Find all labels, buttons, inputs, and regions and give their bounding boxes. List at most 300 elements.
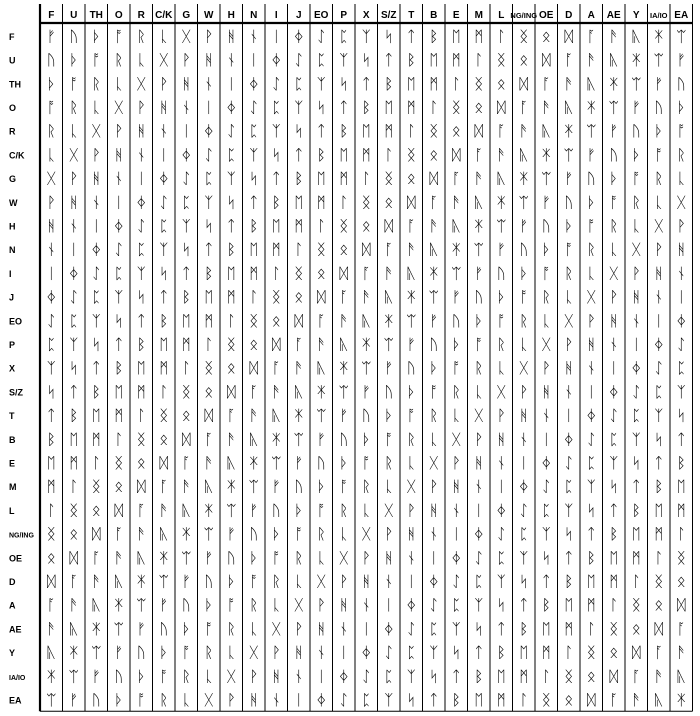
rune-cell: ᛄ [451, 548, 461, 567]
rune-cell: ᛡ [631, 51, 641, 70]
rune-cell: ᛈ [519, 525, 529, 544]
rune-cell: ᚢ [46, 51, 56, 70]
rune-cell: ᚱ [159, 690, 169, 709]
rune-cell: ᛚ [361, 169, 371, 188]
rune-cell: ᚳ [271, 596, 281, 615]
rune-cell: ᛖ [429, 51, 439, 70]
row-header: I [9, 268, 12, 279]
rune-cell: ᚩ [496, 311, 506, 330]
rune-cell: ᚪ [226, 406, 236, 425]
rune-cell: ᛏ [676, 430, 686, 449]
rune-cell: ᚻ [136, 122, 146, 141]
rune-cell: ᛚ [384, 145, 394, 164]
rune-cell: ᚷ [541, 335, 551, 354]
rune-cell: ᛖ [609, 548, 619, 567]
rune-cell: ᚳ [451, 406, 461, 425]
rune-cell: ᛉ [204, 193, 214, 212]
rune-cell: ᚻ [474, 453, 484, 472]
rune-cell: ᛡ [406, 288, 416, 307]
rune-cell: ᛏ [609, 501, 619, 520]
rune-cell: ᛝ [114, 453, 124, 472]
rune-cell: ᛟ [316, 264, 326, 283]
rune-cell: ᛈ [316, 51, 326, 70]
rune-cell: ᛄ [496, 501, 506, 520]
rune-cell: ᛗ [586, 596, 596, 615]
rune-cell: ᛝ [204, 359, 214, 378]
rune-cell: ᚳ [181, 690, 191, 709]
rune-cell: ᛒ [226, 240, 236, 259]
rune-cell: ᛡ [451, 240, 461, 259]
rune-cell: ᛄ [654, 335, 664, 354]
rune-cell: ᚾ [654, 288, 664, 307]
rune-cell: ᛝ [226, 335, 236, 354]
rune-cell: ᚹ [316, 596, 326, 615]
rune-cell: ᛈ [114, 264, 124, 283]
rune-cell: ᛗ [406, 98, 416, 117]
row-header: F [9, 31, 15, 42]
rune-cell: ᚹ [676, 216, 686, 235]
rune-cell: ᚳ [564, 288, 574, 307]
rune-cell: ᛇ [631, 382, 641, 401]
rune-cell: ᛟ [406, 169, 416, 188]
rune-cell: ᚩ [609, 193, 619, 212]
rune-cell: ᚳ [429, 430, 439, 449]
rune-cell: ᛚ [69, 477, 79, 496]
rune-cell: ᚷ [339, 548, 349, 567]
rune-cell: ᛚ [136, 406, 146, 425]
rune-cell: ᛈ [474, 572, 484, 591]
rune-cell: ᚻ [181, 74, 191, 93]
rune-cell: ᛟ [496, 74, 506, 93]
rune-cell: ᚦ [91, 27, 101, 46]
rune-cell: ᛗ [114, 406, 124, 425]
rune-cell: ᛇ [136, 216, 146, 235]
rune-cell: ᛟ [609, 643, 619, 662]
rune-cell: ᛋ [226, 193, 236, 212]
rune-cell: ᚦ [69, 51, 79, 70]
rune-cell: ᛞ [361, 240, 371, 259]
rune-cell: ᚩ [181, 643, 191, 662]
rune-cell: ᛖ [406, 74, 416, 93]
rune-cell: ᛉ [69, 335, 79, 354]
column-header: Y [632, 10, 640, 21]
rune-cell: ᛁ [384, 596, 394, 615]
rune-cell: ᛚ [406, 122, 416, 141]
rune-cell: ᛚ [541, 667, 551, 686]
rune-cell: ᛇ [654, 359, 664, 378]
rune-cell: ᚣ [541, 122, 551, 141]
rune-cell: ᚱ [226, 619, 236, 638]
rune-cell: ᚠ [136, 619, 146, 638]
rune-cell: ᚫ [46, 619, 56, 638]
rune-cell: ᚷ [406, 477, 416, 496]
rune-cell: ᚩ [271, 548, 281, 567]
rune-cell: ᛗ [136, 382, 146, 401]
rune-cell: ᚹ [609, 288, 619, 307]
rune-cell: ᛒ [451, 690, 461, 709]
rune-cell: ᛝ [339, 216, 349, 235]
rune-cell: ᚦ [204, 596, 214, 615]
rune-cell: ᚦ [451, 335, 461, 354]
column-header: B [430, 10, 438, 21]
rune-cell: ᛞ [676, 596, 686, 615]
rune-cell: ᛟ [429, 145, 439, 164]
rune-cell: ᚱ [361, 477, 371, 496]
rune-cell: ᛋ [339, 74, 349, 93]
rune-cell: ᛄ [204, 122, 214, 141]
rune-cell: ᚳ [136, 51, 146, 70]
rune-cell: ᚹ [339, 572, 349, 591]
rune-cell: ᛁ [361, 619, 371, 638]
rune-cell: ᛞ [136, 477, 146, 496]
rune-cell: ᛝ [294, 264, 304, 283]
rune-cell: ᛠ [316, 406, 326, 425]
rune-cell: ᛏ [69, 382, 79, 401]
rune-cell: ᛝ [271, 288, 281, 307]
rune-cell: ᛝ [249, 311, 259, 330]
rune-cell: ᚦ [496, 288, 506, 307]
rune-cell: ᛁ [69, 240, 79, 259]
rune-cell: ᛈ [586, 453, 596, 472]
rune-cell: ᚱ [654, 169, 664, 188]
row-header: H [9, 221, 16, 232]
rune-cell: ᚻ [654, 264, 664, 283]
rune-cell: ᚢ [384, 382, 394, 401]
rune-cell: ᚢ [609, 145, 619, 164]
rune-cell: ᛒ [204, 264, 214, 283]
rune-cell: ᛡ [91, 619, 101, 638]
rune-cell: ᚱ [631, 193, 641, 212]
rune-cell: ᛠ [226, 501, 236, 520]
rune-cell: ᛄ [406, 596, 416, 615]
rune-cell: ᚫ [474, 169, 484, 188]
rune-cell: ᛒ [159, 311, 169, 330]
rune-cell: ᛞ [226, 382, 236, 401]
rune-cell: ᛉ [406, 667, 416, 686]
rune-cell: ᚣ [271, 406, 281, 425]
rune-cell: ᚻ [609, 311, 619, 330]
rune-cell: ᚩ [474, 335, 484, 354]
row-header: N [9, 245, 16, 256]
rune-cell: ᛟ [654, 596, 664, 615]
rune-cell: ᛇ [114, 240, 124, 259]
rune-cell: ᛏ [46, 406, 56, 425]
rune-cell: ᛇ [676, 335, 686, 354]
row-header: R [9, 126, 16, 137]
rune-cell: ᛝ [451, 98, 461, 117]
rune-cell: ᛈ [46, 335, 56, 354]
rune-cell: ᛈ [676, 359, 686, 378]
rune-cell: ᚷ [226, 667, 236, 686]
rune-cell: ᚫ [136, 525, 146, 544]
rune-cell: ᛗ [361, 145, 371, 164]
rune-cell: ᛇ [339, 690, 349, 709]
rune-cell: ᛝ [384, 169, 394, 188]
rune-cell: ᚾ [474, 477, 484, 496]
rune-cell: ᚣ [361, 311, 371, 330]
rune-cell: ᛠ [519, 193, 529, 212]
rune-cell: ᛋ [159, 264, 169, 283]
rune-cell: ᛇ [69, 288, 79, 307]
rune-cell: ᚣ [46, 643, 56, 662]
rune-cell: ᛏ [406, 27, 416, 46]
rune-cell: ᚠ [339, 406, 349, 425]
rune-cell: ᚦ [361, 430, 371, 449]
rune-cell: ᛟ [676, 572, 686, 591]
rune-cell: ᛉ [361, 27, 371, 46]
rune-cell: ᛋ [586, 501, 596, 520]
rune-cell: ᚾ [69, 216, 79, 235]
rune-cell: ᛈ [226, 145, 236, 164]
rune-cell: ᛖ [91, 406, 101, 425]
rune-cell: ᚠ [361, 382, 371, 401]
rune-cell: ᛏ [429, 690, 439, 709]
column-header: G [182, 10, 191, 21]
rune-cell: ᚹ [46, 193, 56, 212]
rune-cell: ᛏ [136, 311, 146, 330]
rune-cell: ᚢ [339, 430, 349, 449]
rune-cell: ᛋ [451, 643, 461, 662]
rune-cell: ᚹ [429, 477, 439, 496]
rune-cell: ᛈ [496, 548, 506, 567]
column-header: J [295, 10, 302, 21]
rune-cell: ᛉ [316, 74, 326, 93]
rune-cell: ᛄ [294, 27, 304, 46]
rune-cell: ᛁ [541, 430, 551, 449]
rune-cell: ᚱ [519, 311, 529, 330]
rune-cell: ᚻ [429, 501, 439, 520]
rune-cell: ᛄ [519, 477, 529, 496]
rune-cell: ᛞ [46, 572, 56, 591]
row-header: G [9, 174, 17, 185]
rune-cell: ᚻ [46, 216, 56, 235]
rune-cell: ᚱ [564, 264, 574, 283]
rune-cell: ᚦ [631, 145, 641, 164]
rune-cell: ᛞ [631, 643, 641, 662]
rune-cell: ᚪ [271, 359, 281, 378]
rune-cell: ᚢ [294, 477, 304, 496]
rune-cell: ᛈ [451, 596, 461, 615]
rune-cell: ᛡ [294, 406, 304, 425]
rune-cell: ᚹ [406, 501, 416, 520]
column-header: N [250, 10, 258, 21]
rune-cell: ᚫ [406, 240, 416, 259]
rune-cell: ᛋ [609, 477, 619, 496]
rune-cell: ᚹ [271, 643, 281, 662]
rune-cell: ᛡ [541, 145, 551, 164]
rune-cell: ᚦ [226, 572, 236, 591]
rune-cell: ᛖ [226, 264, 236, 283]
rune-cell: ᛖ [519, 643, 529, 662]
rune-cell: ᚹ [541, 359, 551, 378]
column-header: M [474, 10, 483, 21]
rune-cell: ᛋ [384, 27, 394, 46]
rune-cell: ᛏ [159, 288, 169, 307]
rune-cell: ᛚ [114, 430, 124, 449]
rune-cell: ᛒ [294, 169, 304, 188]
rune-cell: ᛝ [586, 643, 596, 662]
rune-cell: ᚾ [609, 335, 619, 354]
rune-cell: ᛗ [249, 264, 259, 283]
rune-cell: ᚾ [204, 74, 214, 93]
rune-cell: ᛞ [339, 264, 349, 283]
rune-cell: ᛉ [339, 51, 349, 70]
rune-cell: ᚳ [294, 572, 304, 591]
rune-cell: ᚩ [226, 596, 236, 615]
column-header: O [114, 10, 123, 21]
rune-cell: ᚣ [136, 548, 146, 567]
rune-cell: ᛗ [631, 548, 641, 567]
rune-cell: ᛚ [496, 27, 506, 46]
rune-cell: ᚠ [294, 453, 304, 472]
rune-cell: ᚪ [69, 572, 79, 591]
rune-cell: ᚱ [676, 145, 686, 164]
rune-cell: ᚣ [406, 264, 416, 283]
rune-cell: ᚩ [676, 122, 686, 141]
rune-cell: ᚩ [541, 264, 551, 283]
rune-cell: ᚾ [406, 548, 416, 567]
rune-cell: ᛇ [519, 501, 529, 520]
rune-cell: ᛗ [159, 359, 169, 378]
rune-cell: ᛈ [654, 382, 664, 401]
rune-cell: ᚷ [631, 240, 641, 259]
rune-cell: ᚪ [361, 264, 371, 283]
column-header: D [565, 10, 573, 21]
column-header: IA/IO [649, 11, 668, 20]
rune-cell: ᛉ [586, 477, 596, 496]
rune-cell: ᛞ [294, 311, 304, 330]
rune-cell: ᚢ [316, 453, 326, 472]
rune-cell: ᛇ [541, 477, 551, 496]
rune-cell: ᚠ [249, 501, 259, 520]
rune-cell: ᚢ [114, 667, 124, 686]
rune-cell: ᛏ [384, 51, 394, 70]
rune-cell: ᛇ [496, 525, 506, 544]
rune-cell: ᛒ [136, 335, 146, 354]
rune-cell: ᚷ [496, 382, 506, 401]
row-header: NG/ING [9, 532, 34, 540]
rune-cell: ᛉ [91, 311, 101, 330]
column-header: I [274, 10, 278, 21]
rune-cell: ᛁ [249, 51, 259, 70]
rune-cell: ᛟ [294, 288, 304, 307]
rune-cell: ᚱ [204, 643, 214, 662]
rune-cell: ᛚ [249, 288, 259, 307]
rune-cell: ᚢ [519, 240, 529, 259]
rune-cell: ᚻ [69, 193, 79, 212]
rune-cell: ᛋ [249, 169, 259, 188]
rune-cell: ᚫ [91, 572, 101, 591]
rune-cell: ᚫ [384, 264, 394, 283]
rune-cell: ᛇ [384, 643, 394, 662]
rune-cell: ᚩ [339, 477, 349, 496]
rune-cell: ᛚ [474, 51, 484, 70]
rune-cell: ᛈ [249, 122, 259, 141]
rune-cell: ᛒ [609, 525, 619, 544]
rune-cell: ᚳ [631, 216, 641, 235]
rune-cell: ᚫ [564, 74, 574, 93]
rune-cell: ᛒ [541, 596, 551, 615]
rune-cell: ᚠ [429, 311, 439, 330]
rune-cell: ᚱ [586, 240, 596, 259]
rune-cell: ᛞ [519, 74, 529, 93]
rune-cell: ᚢ [586, 169, 596, 188]
rune-cell: ᛟ [159, 430, 169, 449]
rune-cell: ᚫ [654, 667, 664, 686]
column-header: TH [89, 10, 103, 21]
rune-cell: ᚣ [519, 145, 529, 164]
rune-cell: ᛠ [451, 264, 461, 283]
rune-cell: ᛇ [429, 596, 439, 615]
rune-cell: ᛞ [654, 619, 664, 638]
rune-cell: ᚻ [564, 359, 574, 378]
rune-cell: ᛈ [631, 406, 641, 425]
rune-cell: ᛝ [159, 406, 169, 425]
rune-cell: ᚩ [586, 216, 596, 235]
column-header: W [204, 10, 214, 21]
rune-cell: ᚷ [69, 145, 79, 164]
rune-cell: ᚢ [654, 98, 664, 117]
rune-cell: ᛉ [271, 122, 281, 141]
rune-cell: ᚱ [316, 525, 326, 544]
rune-cell: ᛏ [361, 74, 371, 93]
rune-cell: ᚩ [631, 169, 641, 188]
rune-cell: ᛉ [631, 430, 641, 449]
rune-cell: ᛠ [136, 596, 146, 615]
rune-cell: ᚪ [316, 311, 326, 330]
rune-cell: ᛟ [226, 359, 236, 378]
rune-cell: ᛗ [181, 335, 191, 354]
rune-cell: ᚳ [474, 382, 484, 401]
rune-cell: ᛄ [46, 288, 56, 307]
rune-cell: ᛁ [181, 122, 191, 141]
rune-cell: ᛗ [519, 667, 529, 686]
rune-cell: ᛟ [451, 122, 461, 141]
rune-cell: ᚪ [631, 667, 641, 686]
rune-cell: ᚳ [316, 548, 326, 567]
rune-cell: ᛇ [316, 27, 326, 46]
row-header: Y [9, 648, 16, 659]
rune-cell: ᛟ [384, 193, 394, 212]
rune-cell: ᛖ [541, 619, 551, 638]
rune-cell: ᛠ [249, 477, 259, 496]
rune-cell: ᛚ [609, 596, 619, 615]
column-header: A [587, 10, 595, 21]
rune-cell: ᛟ [181, 406, 191, 425]
rune-cell: ᛚ [91, 453, 101, 472]
rune-cell: ᛁ [654, 311, 664, 330]
rune-cell: ᚻ [451, 477, 461, 496]
rune-cell: ᚪ [676, 619, 686, 638]
rune-cell: ᛋ [654, 430, 664, 449]
rune-cell: ᛇ [564, 453, 574, 472]
rune-cell: ᛗ [496, 690, 506, 709]
column-header: F [48, 10, 55, 21]
rune-cell: ᚢ [451, 311, 461, 330]
rune-cell: ᚦ [586, 193, 596, 212]
rune-cell: ᚦ [474, 311, 484, 330]
rune-cell: ᚾ [91, 193, 101, 212]
rune-cell: ᚣ [226, 453, 236, 472]
rune-cell: ᚠ [609, 122, 619, 141]
rune-cell: ᛠ [339, 382, 349, 401]
rune-cell: ᚪ [429, 193, 439, 212]
rune-cell: ᚾ [676, 264, 686, 283]
rune-cell: ᚠ [496, 240, 506, 259]
rune-cell: ᛖ [249, 240, 259, 259]
rune-cell: ᚹ [204, 27, 214, 46]
rune-cell: ᚫ [609, 27, 619, 46]
